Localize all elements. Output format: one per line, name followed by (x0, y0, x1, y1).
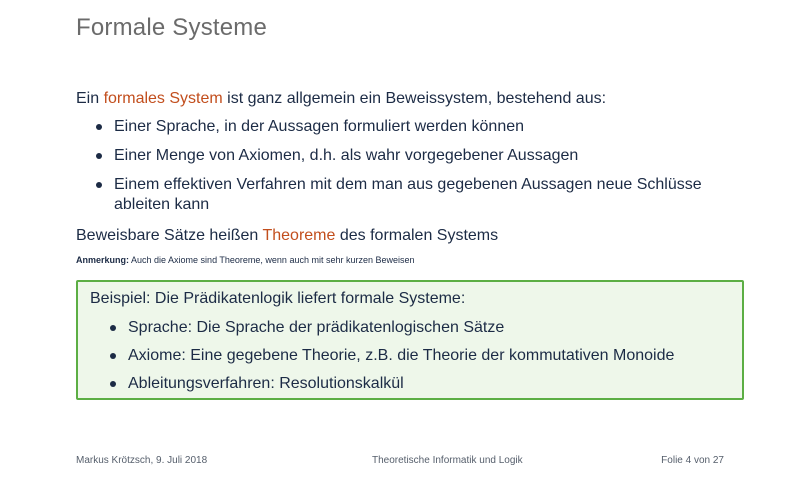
example-list (110, 374, 404, 394)
bullet-list (96, 146, 578, 166)
theorem-before: Beweisbare Sätze heißen (76, 227, 263, 244)
remark (76, 255, 415, 265)
bullet-list (96, 117, 524, 137)
remark-label: Anmerkung: (76, 255, 130, 265)
theorem-highlight: Theoreme (262, 227, 336, 244)
example-list (110, 318, 504, 338)
bullet-text: Einer Sprache, in der Aussagen formuliert werden können (114, 118, 525, 135)
footer-slide-number: Folie 4 von 27 (661, 455, 724, 466)
bullet-item (96, 117, 524, 137)
example-text: Axiome: Eine gegebene Theorie, z.B. die Theorie der kommutativen Monoide (128, 347, 675, 364)
example-title: Beispiel: Die Prädikatenlogik liefert formale Systeme: (90, 290, 466, 307)
theorem-sentence (76, 227, 498, 245)
intro-sentence (76, 90, 606, 108)
bullet-dot-icon (96, 182, 102, 188)
bullet-dot-icon (96, 153, 102, 159)
slide-title: Formale Systeme (76, 14, 268, 41)
intro-highlight: formales System (103, 90, 223, 107)
footer-course: Theoretische Informatik und Logik (372, 455, 523, 466)
intro-after: ist ganz allgemein ein Beweissystem, bestehend aus: (222, 90, 607, 107)
intro-before: Ein (76, 90, 104, 107)
bullet-item (96, 146, 578, 166)
bullet-list (96, 175, 756, 215)
example-list (110, 346, 674, 366)
bullet-dot-icon (110, 381, 116, 387)
bullet-dot-icon (96, 124, 102, 130)
footer-author-date: Markus Krötzsch, 9. Juli 2018 (76, 455, 208, 466)
example-item (110, 374, 404, 394)
example-text: Ableitungsverfahren: Resolutionskalkül (128, 375, 404, 392)
theorem-after: des formalen Systems (335, 227, 499, 244)
bullet-item (96, 175, 756, 215)
bullet-text: Einer Menge von Axiomen, d.h. als wahr vorgegebener Aussagen (114, 147, 579, 164)
bullet-dot-icon (110, 325, 116, 331)
bullet-text: Einem effektiven Verfahren mit dem man aus gegebenen Aussagen neue Schlüsse ableiten kann (114, 176, 702, 213)
remark-text: Auch die Axiome sind Theoreme, wenn auch mit sehr kurzen Beweisen (129, 255, 415, 265)
example-item (110, 318, 504, 338)
example-item (110, 346, 674, 366)
example-text: Sprache: Die Sprache der prädikatenlogischen Sätze (128, 319, 505, 336)
bullet-dot-icon (110, 353, 116, 359)
example-box (76, 280, 744, 400)
